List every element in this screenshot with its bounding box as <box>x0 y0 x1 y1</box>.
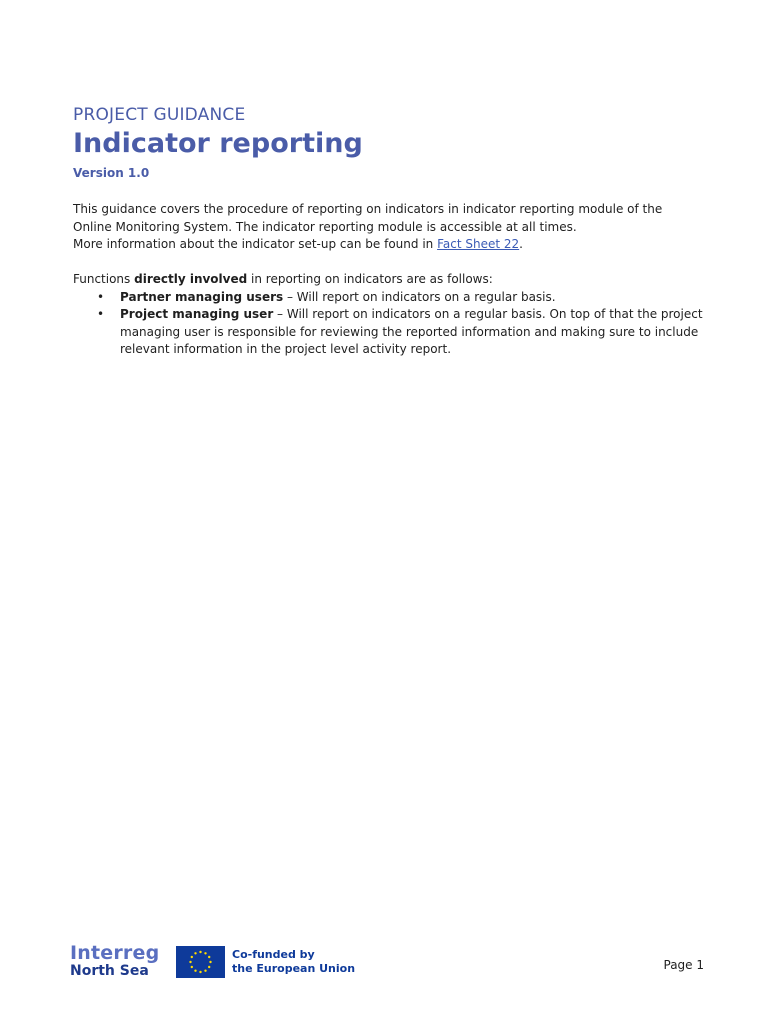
intro-more-info <box>73 236 703 254</box>
document-version: Version 1.0 <box>73 166 150 180</box>
functions-lead <box>73 271 703 289</box>
functions-lead-end: in reporting on indicators are as follows: <box>247 272 493 286</box>
more-info-text: More information about the indicator set-up can be found in <box>73 237 438 251</box>
fact-sheet-link[interactable]: Fact Sheet 22 <box>437 237 520 251</box>
list-item <box>73 306 703 359</box>
intro-section <box>73 201 703 254</box>
bullet-icon: • <box>97 307 105 321</box>
functions-lead-start: Functions <box>73 272 135 286</box>
functions-lead-emphasis: directly involved <box>134 272 248 286</box>
document-kicker: PROJECT GUIDANCE <box>73 105 246 125</box>
cofunded-line-2: the European Union <box>232 962 356 975</box>
role-name: Partner managing users <box>120 289 284 304</box>
page-number: Page 1 <box>663 958 704 972</box>
interreg-wordmark: Interreg <box>70 942 160 964</box>
interreg-logo <box>70 944 159 980</box>
more-info-end: . <box>519 237 523 251</box>
role-description: – Will report on indicators on a regular basis. <box>283 289 556 304</box>
eu-flag-icon <box>176 946 225 978</box>
role-description: – Will report on indicators on a regular basis. On top of that the project managing user is responsible for reviewing the reported information and making sure to include relevant information in the project level activity report. <box>120 307 703 356</box>
role-name: Project managing user <box>120 307 274 321</box>
north-sea-wordmark: North Sea <box>70 963 149 979</box>
bullet-icon: • <box>97 289 105 304</box>
functions-section <box>73 271 703 359</box>
list-item <box>73 289 703 307</box>
cofunded-line-1: Co-funded by <box>232 948 315 961</box>
functions-list <box>73 289 703 359</box>
intro-paragraph: This guidance covers the procedure of reporting on indicators in indicator reporting module of the Online Monitoring System. The indicator reporting module is accessible at all times. <box>73 202 663 234</box>
document-title: Indicator reporting <box>73 128 363 159</box>
eu-stars-icon <box>176 946 225 978</box>
cofunded-label <box>232 948 355 976</box>
